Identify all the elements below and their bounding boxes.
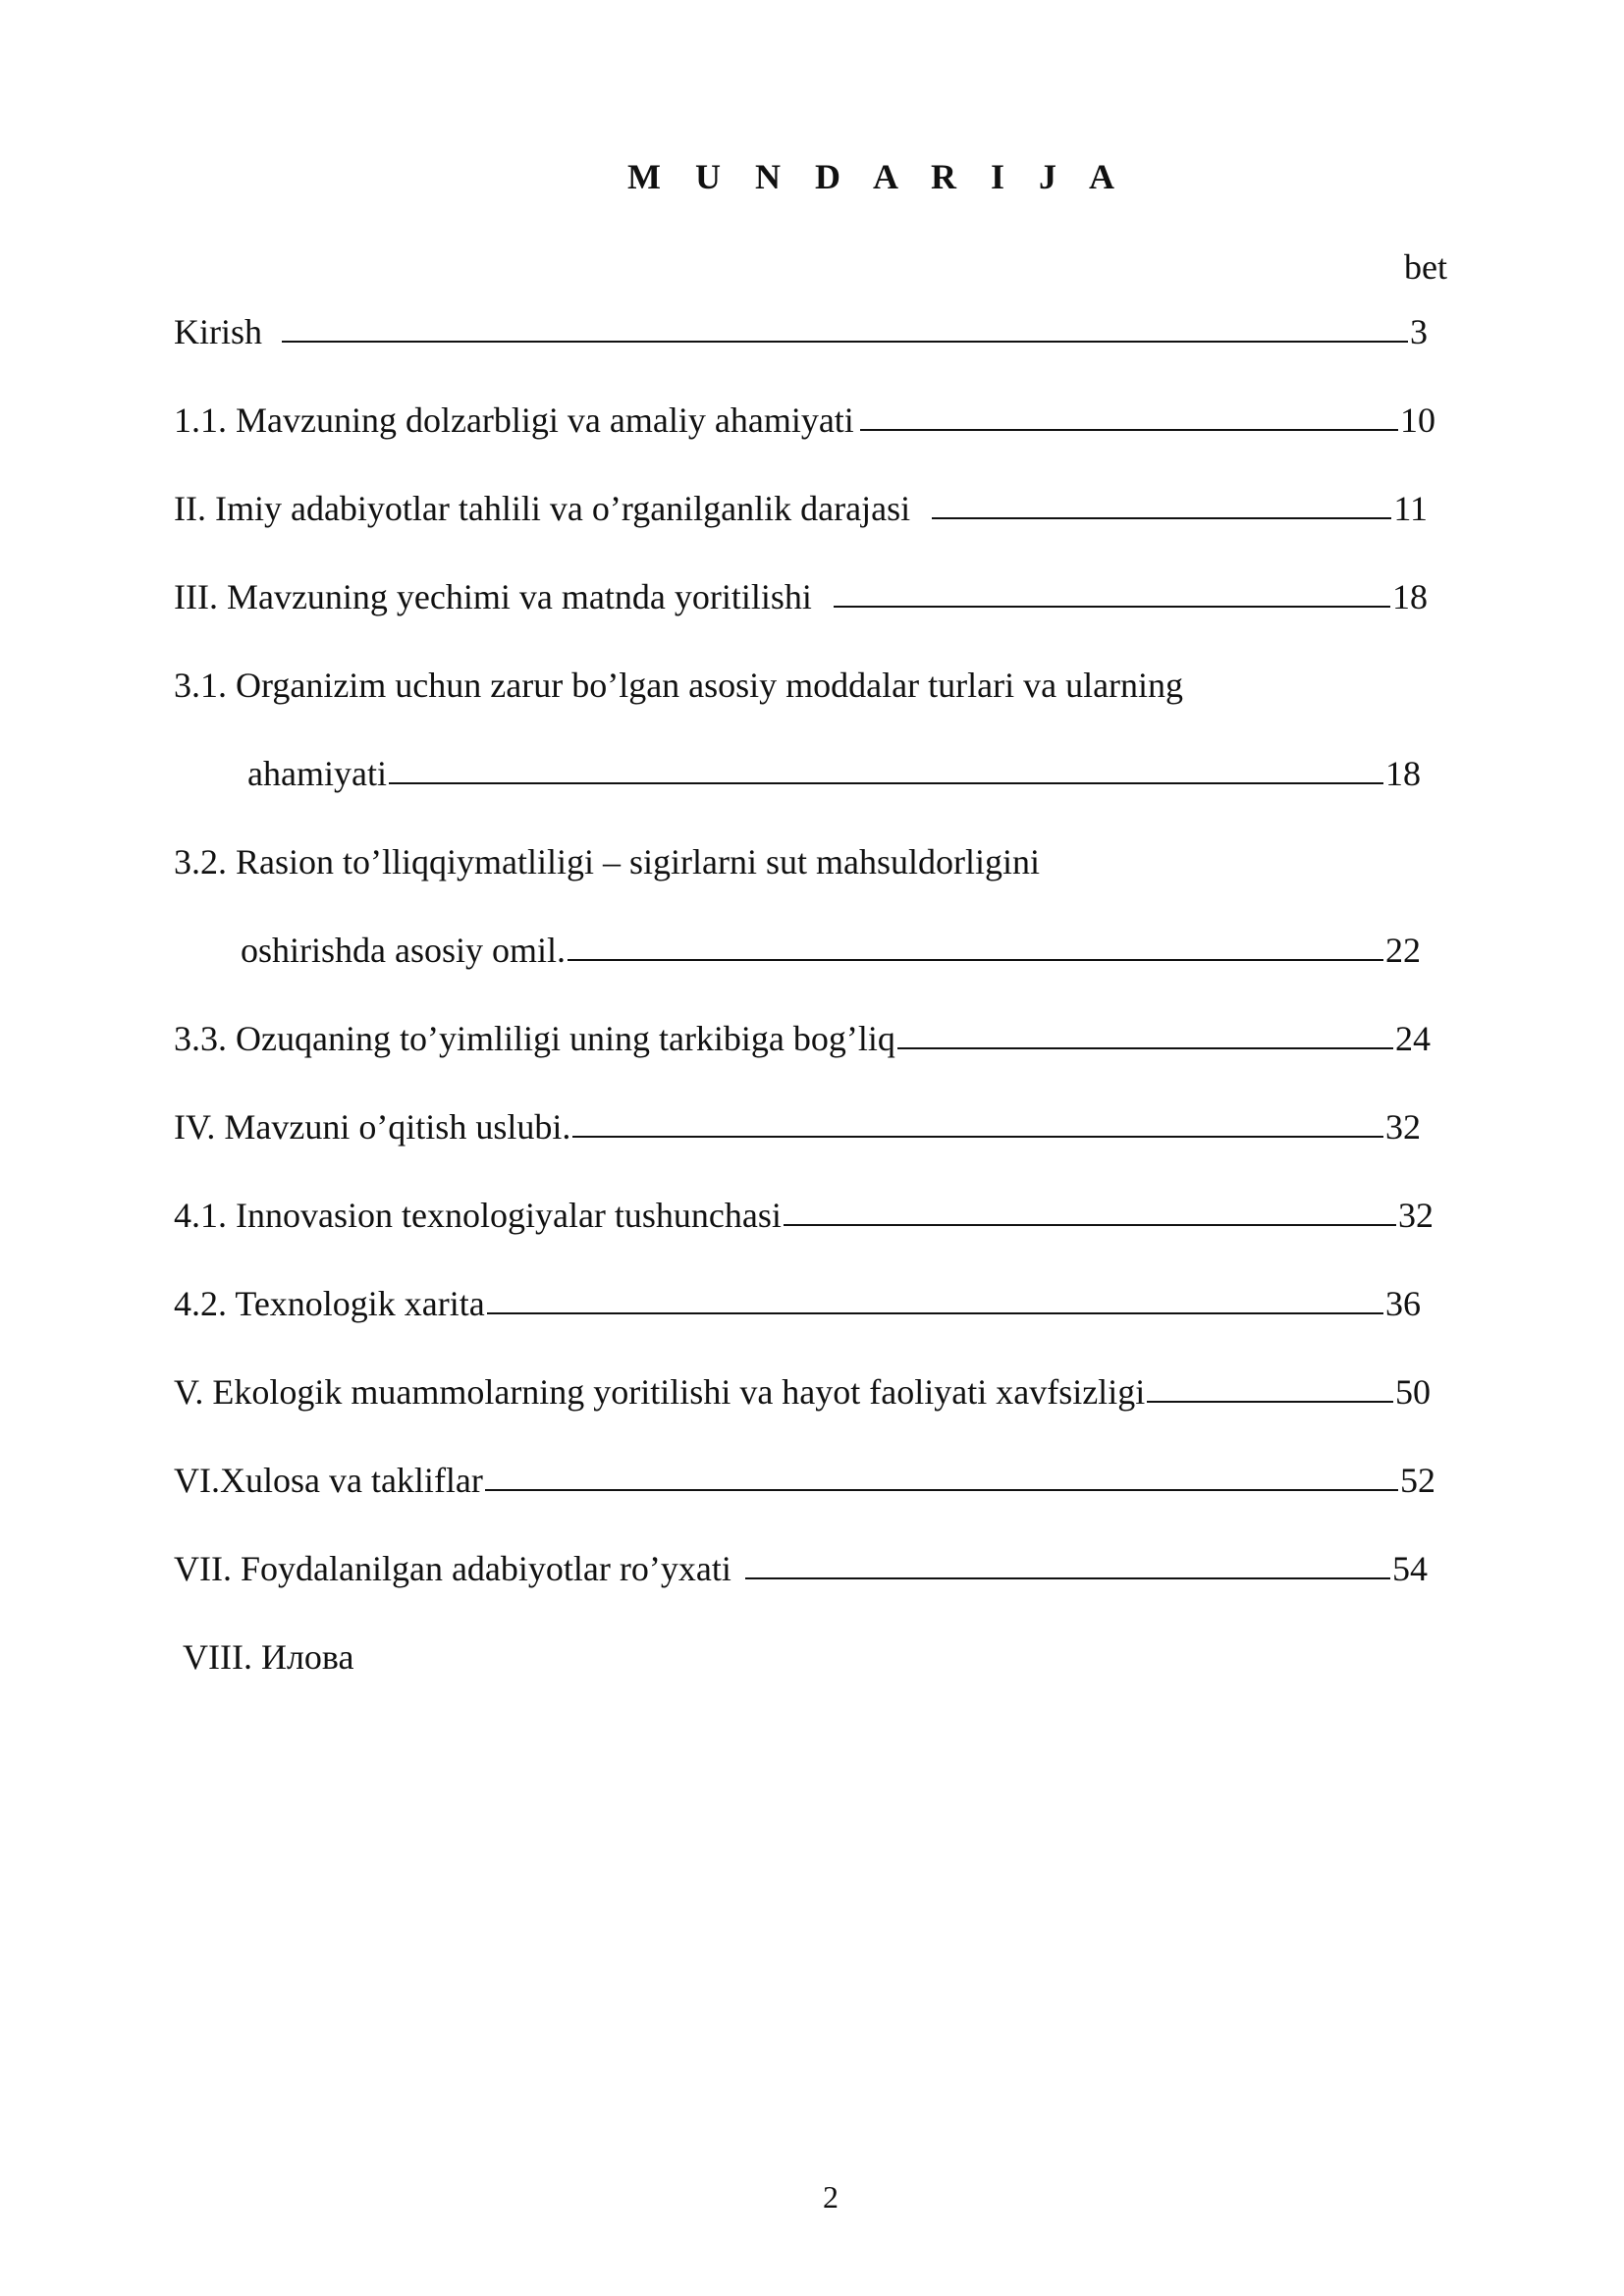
toc-entry-text: VII. Foydalanilgan adabiyotlar ro’yxati	[174, 1549, 731, 1588]
toc-entry-page: 54	[1392, 1549, 1428, 1588]
toc-entry-v	[174, 1367, 1431, 1416]
toc-entry-page: 36	[1385, 1284, 1421, 1323]
toc-entry-text: 4.1. Innovasion texnologiyalar tushunchasi	[174, 1196, 782, 1235]
toc-entry-text: IV. Mavzuni o’qitish uslubi.	[174, 1107, 571, 1147]
toc-entry-page: 18	[1392, 577, 1428, 616]
toc-entry-text: 4.2. Texnologik xarita	[174, 1284, 485, 1323]
toc-entry-page: 32	[1385, 1107, 1421, 1147]
toc-entry-viii	[183, 1632, 772, 1682]
toc-leader-line	[485, 1456, 1398, 1491]
toc-entry-text: VIII. Илова	[183, 1637, 354, 1677]
toc-entry-3-2	[174, 837, 1352, 886]
toc-entry-page: 18	[1385, 754, 1421, 793]
toc-leader-line	[745, 1544, 1390, 1579]
toc-entry-3-2-cont	[241, 926, 1421, 975]
toc-leader-line	[389, 749, 1383, 784]
toc-entry-vii	[174, 1544, 1428, 1593]
toc-entry-1-1	[174, 396, 1435, 445]
toc-title: M U N D A R I J A	[626, 157, 1128, 196]
toc-entry-page: 11	[1393, 489, 1428, 528]
toc-entry-page: 22	[1385, 931, 1421, 970]
toc-entry-3-3	[174, 1014, 1431, 1063]
toc-leader-line	[1147, 1367, 1393, 1403]
toc-entry-page: 50	[1395, 1372, 1431, 1412]
toc-entry-4-1	[174, 1191, 1434, 1240]
toc-leader-line	[932, 484, 1391, 519]
toc-leader-line	[784, 1191, 1396, 1226]
toc-entry-4-2	[174, 1279, 1421, 1328]
page-number: 2	[823, 2179, 839, 2215]
toc-entry-page: 24	[1395, 1019, 1431, 1058]
toc-leader-line	[834, 572, 1390, 608]
toc-entry-text: oshirishda asosiy omil.	[241, 931, 566, 970]
toc-entry-text: 3.3. Ozuqaning to’yimliligi uning tarkibiga bog’liq	[174, 1019, 895, 1058]
toc-entry-text: III. Mavzuning yechimi va matnda yoritilishi	[174, 577, 812, 616]
toc-entry-ii	[174, 484, 1428, 533]
page-column-label: bet	[1404, 247, 1447, 287]
toc-entry-text: Kirish	[174, 312, 262, 351]
toc-entry-text: VI.Xulosa va takliflar	[174, 1461, 483, 1500]
toc-entry-kirish	[174, 307, 1428, 356]
toc-entry-vi	[174, 1456, 1435, 1505]
toc-entry-iv	[174, 1102, 1421, 1151]
toc-entry-text: 3.2. Rasion to’lliqqiymatliligi – sigirlarni sut mahsuldorligini	[174, 842, 1040, 881]
toc-entry-text: ahamiyati	[247, 754, 387, 793]
toc-entry-page: 10	[1400, 400, 1435, 440]
toc-leader-line	[568, 926, 1383, 961]
toc-leader-line	[572, 1102, 1383, 1138]
toc-entry-3-1	[174, 661, 1352, 710]
toc-leader-line	[897, 1014, 1393, 1049]
toc-entry-text: II. Imiy adabiyotlar tahlili va o’rganilganlik darajasi	[174, 489, 911, 528]
toc-leader-line	[282, 307, 1408, 343]
toc-entry-3-1-cont	[247, 749, 1421, 798]
toc-entry-page: 32	[1398, 1196, 1434, 1235]
toc-entry-text: 1.1. Mavzuning dolzarbligi va amaliy ahamiyati	[174, 400, 854, 440]
toc-entry-text: V. Ekologik muammolarning yoritilishi va hayot faoliyati xavfsizligi	[174, 1372, 1146, 1412]
toc-leader-line	[487, 1279, 1383, 1314]
toc-entry-iii	[174, 572, 1428, 621]
toc-leader-line	[860, 396, 1398, 431]
toc-entry-page: 3	[1410, 312, 1428, 351]
toc-entry-page: 52	[1400, 1461, 1435, 1500]
toc-entry-text: 3.1. Organizim uchun zarur bo’lgan asosiy moddalar turlari va ularning	[174, 666, 1184, 705]
